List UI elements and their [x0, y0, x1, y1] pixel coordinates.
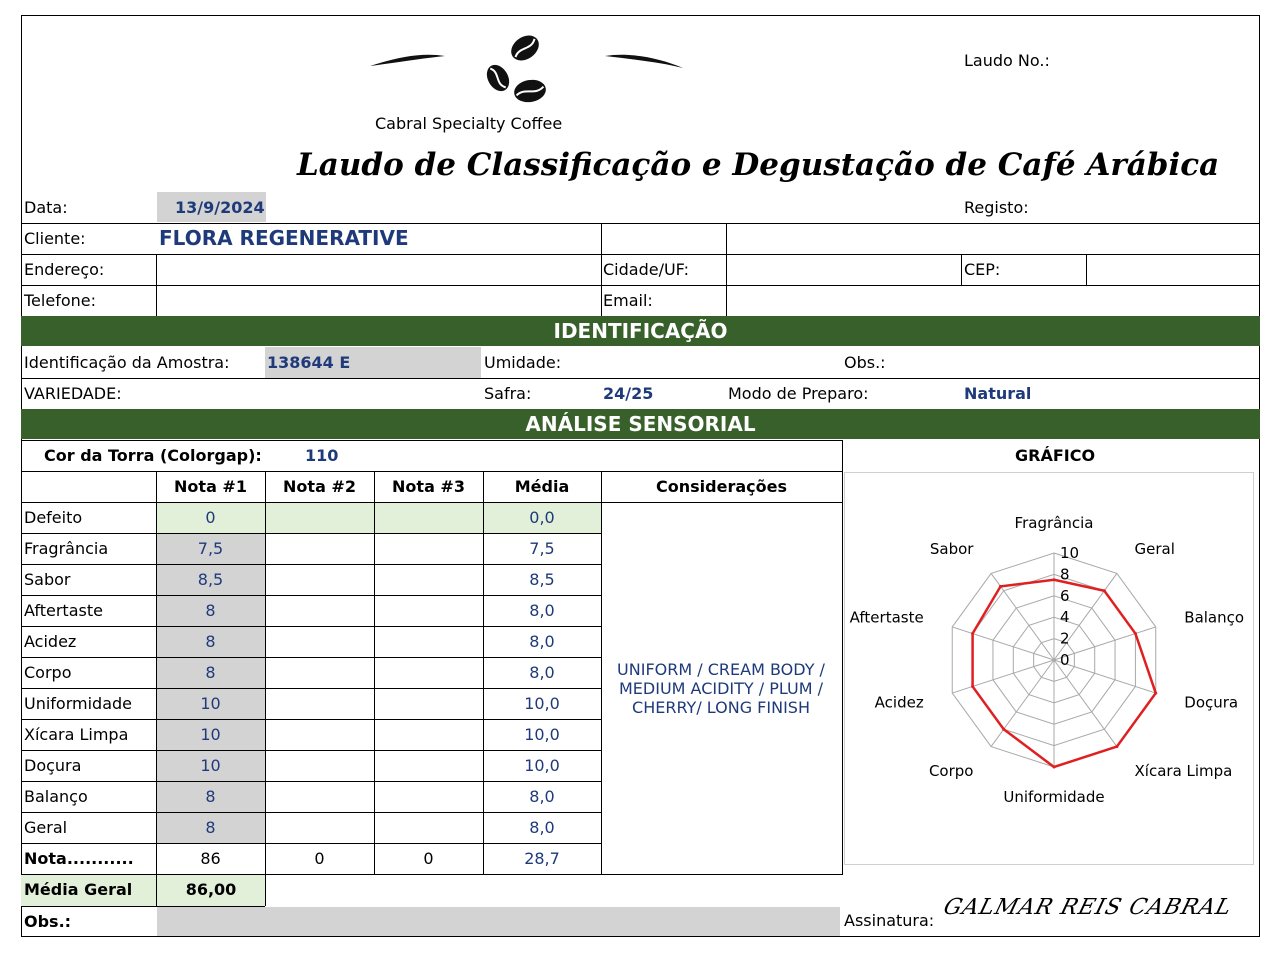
radar-spoke: [952, 627, 1054, 660]
divider: [21, 254, 1260, 255]
radar-data-point: [1053, 766, 1056, 769]
row-label: Aftertaste: [24, 601, 103, 620]
radar-spoke: [991, 660, 1054, 747]
radar-data-point: [971, 685, 974, 688]
radar-data-point: [999, 585, 1002, 588]
score-cell[interactable]: 10,0: [524, 725, 560, 744]
row-label: Xícara Limpa: [24, 725, 129, 744]
radar-data-point: [1002, 728, 1005, 731]
consideracoes-text[interactable]: UNIFORM / CREAM BODY / MEDIUM ACIDITY / PLUM / CHERRY/ LONG FINISH: [617, 660, 825, 717]
radar-tick-label: 6: [1060, 586, 1070, 605]
score-cell[interactable]: 0: [423, 849, 434, 868]
divider: [601, 502, 842, 503]
amostra-label: Identificação da Amostra:: [24, 353, 230, 372]
divider: [726, 223, 727, 316]
row-label: Defeito: [24, 508, 83, 527]
radar-category-label: Geral: [1134, 540, 1175, 559]
safra-value[interactable]: 24/25: [603, 384, 654, 403]
row-label: Acidez: [24, 632, 77, 651]
divider: [21, 378, 1260, 379]
radar-category-label: Corpo: [928, 761, 974, 780]
score-cell[interactable]: 10,0: [524, 694, 560, 713]
score-cell[interactable]: 8,5: [197, 570, 224, 589]
radar-data-point: [1053, 578, 1056, 581]
media-geral-label: Média Geral: [24, 880, 133, 899]
radar-category-label: Doçura: [1184, 693, 1239, 712]
obs-field[interactable]: [157, 907, 840, 936]
radar-category-label: Aftertaste: [849, 608, 924, 627]
divider: [601, 223, 602, 316]
radar-category-label: Uniformidade: [1003, 788, 1105, 806]
divider: [156, 875, 157, 906]
radar-chart: [844, 472, 1254, 865]
divider: [21, 657, 601, 658]
divider: [374, 471, 375, 874]
score-cell[interactable]: 8: [205, 632, 216, 651]
analise-sensorial-header: ANÁLISE SENSORIAL: [21, 409, 1260, 439]
registo-label: Registo:: [964, 198, 1029, 217]
radar-tick-label: 4: [1060, 608, 1070, 627]
score-cell[interactable]: 10,0: [524, 756, 560, 775]
score-cell[interactable]: 8: [205, 601, 216, 620]
divider: [265, 875, 266, 906]
cell-fill: [375, 503, 483, 533]
divider: [21, 750, 601, 751]
umidade-label: Umidade:: [484, 353, 562, 372]
column-header: Considerações: [656, 477, 787, 496]
telefone-label: Telefone:: [24, 291, 96, 310]
signature: GALMAR REIS CABRAL: [940, 895, 1235, 920]
footer-obs-label: Obs.:: [24, 912, 72, 931]
media-geral-value: 86,00: [185, 880, 237, 899]
column-header: Nota #2: [283, 477, 356, 496]
row-label: Doçura: [24, 756, 82, 775]
score-cell[interactable]: 8: [205, 818, 216, 837]
email-label: Email:: [603, 291, 653, 310]
score-cell[interactable]: 28,7: [524, 849, 560, 868]
report-title: Laudo de Classificação e Degustação de Café Arábica: [297, 147, 1220, 183]
score-cell[interactable]: 8,5: [529, 570, 555, 589]
cidade-label: Cidade/UF:: [603, 260, 690, 279]
divider: [842, 440, 843, 875]
company-name: Cabral Specialty Coffee: [375, 114, 563, 133]
divider: [21, 626, 601, 627]
torra-label: Cor da Torra (Colorgap):: [44, 446, 262, 465]
divider: [21, 440, 842, 441]
divider: [21, 564, 601, 565]
score-cell[interactable]: 10: [200, 725, 221, 744]
divider: [21, 285, 1260, 286]
radar-data-point: [1115, 745, 1118, 748]
modo-value[interactable]: Natural: [964, 384, 1032, 403]
divider: [21, 533, 601, 534]
radar-spoke: [952, 660, 1054, 693]
score-cell[interactable]: 8,0: [529, 787, 555, 806]
radar-category-label: Sabor: [929, 540, 974, 559]
radar-tick-label: 8: [1060, 565, 1070, 584]
divider: [21, 471, 842, 472]
divider: [21, 843, 601, 844]
row-label: Nota...........: [24, 849, 134, 868]
cep-label: CEP:: [964, 260, 1001, 279]
divider: [1086, 254, 1087, 285]
row-label: Uniformidade: [24, 694, 133, 713]
divider: [21, 719, 601, 720]
variedade-label: VARIEDADE:: [24, 384, 122, 403]
obs-label: Obs.:: [844, 353, 886, 372]
radar-category-label: Balanço: [1184, 608, 1245, 627]
score-cell[interactable]: 7,5: [197, 539, 224, 558]
radar-data-point: [1134, 632, 1137, 635]
score-cell[interactable]: 8: [205, 787, 216, 806]
divider: [21, 688, 601, 689]
row-label: Geral: [24, 818, 68, 837]
score-cell[interactable]: 8,0: [529, 663, 555, 682]
radar-tick-label: 10: [1060, 544, 1080, 562]
score-cell[interactable]: 0: [314, 849, 325, 868]
divider: [21, 781, 601, 782]
cliente-label: Cliente:: [24, 229, 86, 248]
score-cell[interactable]: 10: [200, 694, 221, 713]
divider: [265, 471, 266, 874]
identificacao-header: IDENTIFICAÇÃO: [21, 316, 1260, 346]
laudo-label: Laudo No.:: [964, 51, 1050, 70]
row-label: Corpo: [24, 663, 72, 682]
score-cell[interactable]: 0: [205, 508, 216, 527]
logo: [365, 28, 685, 108]
score-cell[interactable]: 8: [205, 663, 216, 682]
score-cell[interactable]: 8,0: [529, 601, 555, 620]
radar-tick-label: 0: [1060, 651, 1070, 669]
row-label: Balanço: [24, 787, 88, 806]
radar-category-label: Fragrância: [1014, 514, 1094, 532]
row-label: Fragrância: [24, 539, 109, 558]
radar-tick-label: 2: [1060, 629, 1070, 648]
radar-data-point: [1103, 589, 1106, 592]
row-label: Sabor: [24, 570, 71, 589]
column-header: Nota #3: [392, 477, 465, 496]
column-header: Média: [514, 477, 570, 496]
divider: [21, 223, 1260, 224]
grafico-label: GRÁFICO: [1015, 446, 1096, 465]
radar-data-point: [971, 632, 974, 635]
data-value[interactable]: 13/9/2024: [175, 198, 265, 217]
torra-value[interactable]: 110: [305, 446, 339, 465]
score-cell[interactable]: 7,5: [529, 539, 555, 558]
divider: [21, 502, 601, 503]
score-cell[interactable]: 8,0: [529, 818, 555, 837]
cell-fill: [266, 503, 374, 533]
cliente-value[interactable]: FLORA REGENERATIVE: [159, 226, 409, 250]
safra-label: Safra:: [484, 384, 532, 403]
radar-spoke: [1054, 660, 1117, 747]
divider: [156, 254, 157, 316]
divider: [21, 595, 601, 596]
divider: [601, 471, 602, 874]
data-label: Data:: [24, 198, 68, 217]
score-cell[interactable]: 8,0: [529, 632, 555, 651]
score-cell[interactable]: 0,0: [529, 508, 555, 527]
divider: [21, 812, 601, 813]
modo-label: Modo de Preparo:: [728, 384, 869, 403]
endereco-label: Endereço:: [24, 260, 105, 279]
divider: [961, 254, 962, 285]
score-cell[interactable]: 10: [200, 756, 221, 775]
amostra-value[interactable]: 138644 E: [267, 353, 351, 372]
radar-category-label: Xícara Limpa: [1134, 761, 1233, 780]
radar-category-label: Acidez: [874, 693, 924, 712]
column-header: Nota #1: [174, 477, 247, 496]
assinatura-label: Assinatura:: [844, 911, 935, 930]
score-cell[interactable]: 86: [200, 849, 221, 868]
radar-data-point: [1154, 692, 1157, 695]
coffee-beans-logo-icon: [365, 28, 685, 108]
